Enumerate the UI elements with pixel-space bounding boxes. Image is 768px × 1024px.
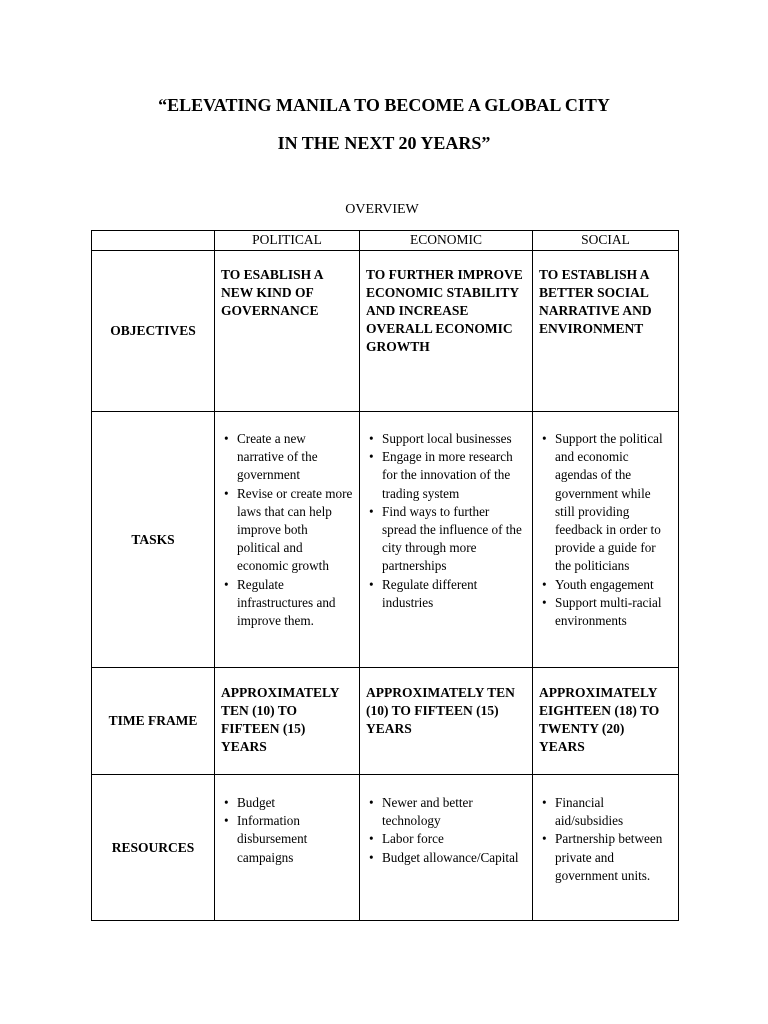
header-cell-empty <box>92 231 215 251</box>
list-item: • Revise or create more laws that can help improve both political and economic growth <box>221 485 353 576</box>
list-item: • Financial aid/subsidies <box>539 794 672 830</box>
bullet-list <box>539 412 672 630</box>
resources-social <box>533 775 679 921</box>
objectives-economic: TO FURTHER IMPROVE ECONOMIC STABILITY AND INCREASE OVERALL ECONOMIC GROWTH <box>360 251 533 412</box>
bullet-list <box>221 412 353 630</box>
list-item: • Youth engagement <box>539 576 672 594</box>
bullet-list <box>539 775 672 885</box>
row-label-resources: RESOURCES <box>92 775 215 921</box>
list-item: • Support multi-racial environments <box>539 594 672 630</box>
section-heading: OVERVIEW <box>345 202 419 217</box>
list-item: • Partnership between private and government units. <box>539 830 672 885</box>
list-item: • Support local businesses <box>366 430 526 448</box>
list-item: • Create a new narrative of the government <box>221 430 353 485</box>
objectives-social: TO ESTABLISH A BETTER SOCIAL NARRATIVE AND ENVIRONMENT <box>533 251 679 412</box>
header-cell-economic: ECONOMIC <box>360 231 533 251</box>
bullet-list <box>221 775 353 867</box>
document-title-line-1: “ELEVATING MANILA TO BECOME A GLOBAL CITY <box>158 95 610 115</box>
header-cell-political: POLITICAL <box>215 231 360 251</box>
list-item: • Engage in more research for the innovation of the trading system <box>366 448 526 503</box>
resources-economic <box>360 775 533 921</box>
list-item: • Information disbursement campaigns <box>221 812 353 867</box>
tasks-social <box>533 412 679 668</box>
list-item: • Regulate infrastructures and improve them. <box>221 576 353 631</box>
row-label-tasks: TASKS <box>92 412 215 668</box>
document-title-line-2: IN THE NEXT 20 YEARS” <box>277 133 491 153</box>
list-item: • Newer and better technology <box>366 794 526 830</box>
table-header-row <box>92 231 679 251</box>
tasks-political <box>215 412 360 668</box>
bullet-list <box>366 412 526 612</box>
table-row-time-frame <box>92 668 679 775</box>
list-item: • Regulate different industries <box>366 576 526 612</box>
resources-political <box>215 775 360 921</box>
list-item: • Budget <box>221 794 353 812</box>
list-item: • Find ways to further spread the influence of the city through more partnerships <box>366 503 526 576</box>
time-frame-economic: APPROXIMATELY TEN (10) TO FIFTEEN (15) YEARS <box>360 668 533 775</box>
table-row-resources <box>92 775 679 921</box>
row-label-time-frame: TIME FRAME <box>92 668 215 775</box>
time-frame-political: APPROXIMATELY TEN (10) TO FIFTEEN (15) YEARS <box>215 668 360 775</box>
time-frame-social: APPROXIMATELY EIGHTEEN (18) TO TWENTY (20) YEARS <box>533 668 679 775</box>
list-item: • Labor force <box>366 830 526 848</box>
table-row-tasks <box>92 412 679 668</box>
objectives-political: TO ESABLISH A NEW KIND OF GOVERNANCE <box>215 251 360 412</box>
list-item: • Budget allowance/Capital <box>366 849 526 867</box>
bullet-list <box>366 775 526 867</box>
tasks-economic <box>360 412 533 668</box>
row-label-objectives: OBJECTIVES <box>92 251 215 412</box>
overview-table <box>91 230 679 921</box>
header-cell-social: SOCIAL <box>533 231 679 251</box>
list-item: • Support the political and economic agendas of the government while still providing feedback in order to provide a guide for the politicians <box>539 430 672 576</box>
table-row-objectives <box>92 251 679 412</box>
